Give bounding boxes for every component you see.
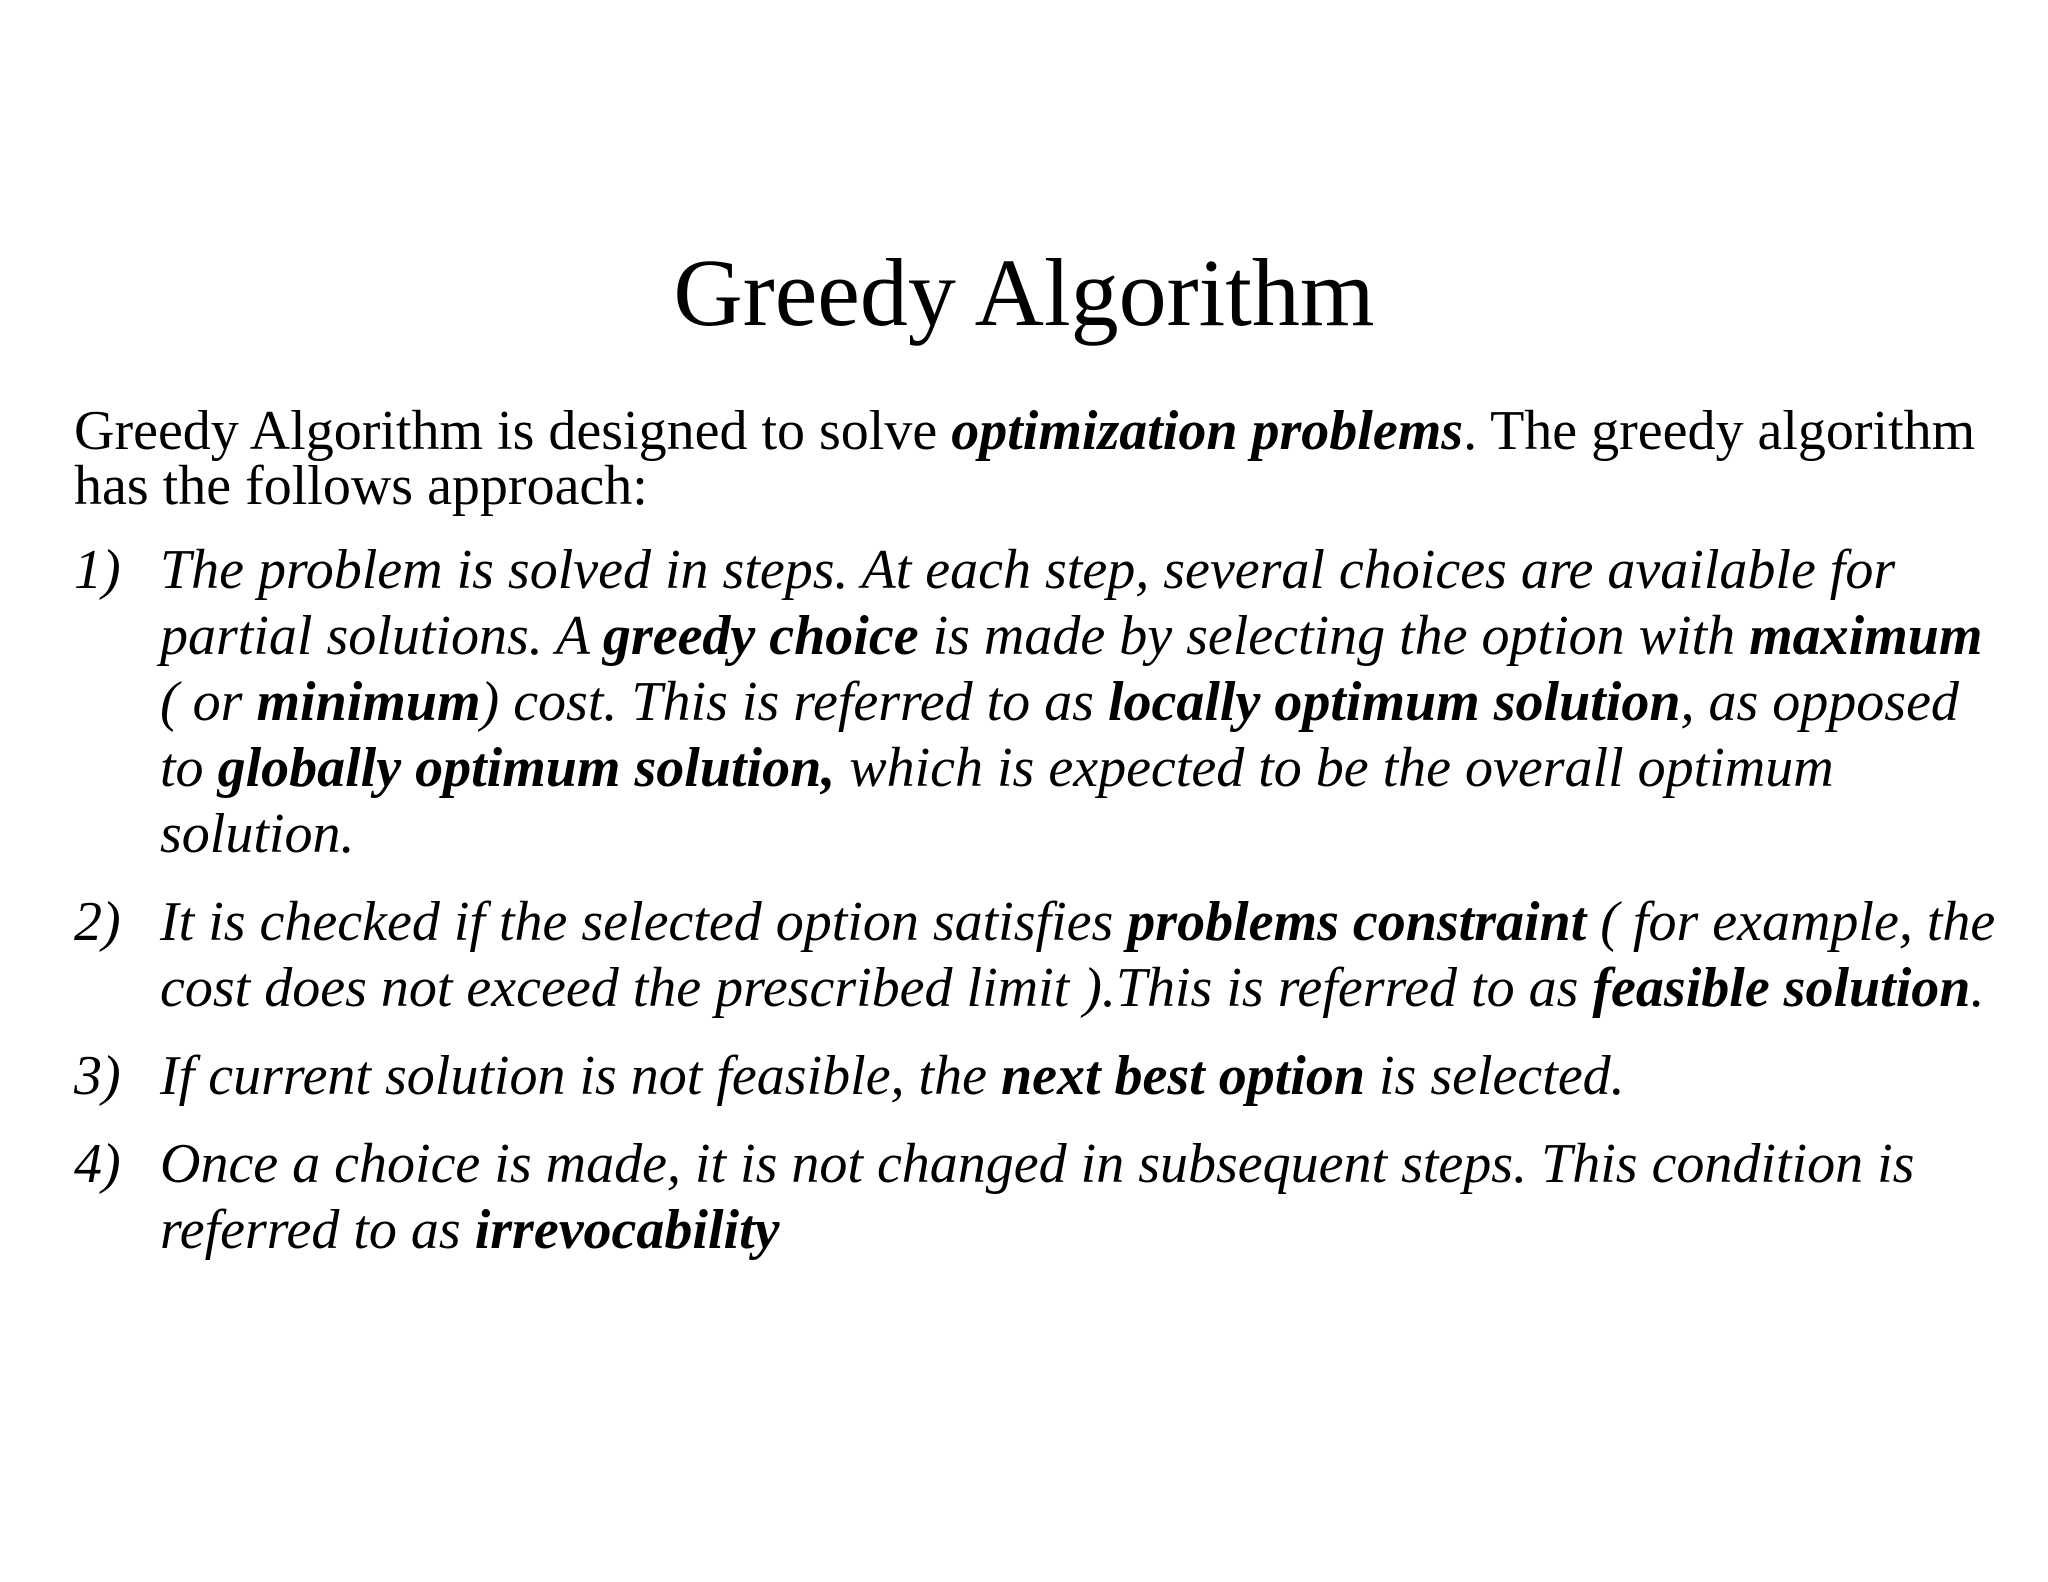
- step-number: 3): [74, 1045, 121, 1107]
- step-number: 4): [74, 1133, 121, 1195]
- step-text: ( for example, the cost does not exceed the prescribed limit ).This is referred to as: [160, 891, 1996, 1019]
- step-item: [74, 1043, 2004, 1109]
- intro-paragraph: [74, 400, 2004, 517]
- step-text: is made by selecting the option with: [918, 605, 1750, 667]
- step-text: ( or: [160, 671, 257, 733]
- step-text: It is checked if the selected option satisfies: [160, 891, 1128, 953]
- step-text: , as opposed to: [160, 671, 1959, 799]
- step-text: which is expected to be the overall optimum solution.: [160, 737, 1834, 865]
- step-text: .: [1970, 957, 1985, 1019]
- intro-emphasis: optimization problems: [951, 400, 1464, 462]
- steps-list: [74, 537, 2004, 1263]
- step-emphasis: minimum: [256, 671, 481, 733]
- step-number: 2): [74, 891, 121, 953]
- step-text: If current solution is not feasible, the: [160, 1045, 1001, 1107]
- step-emphasis: maximum: [1749, 605, 1983, 667]
- step-emphasis: feasible solution: [1592, 957, 1971, 1019]
- step-item: [74, 537, 2004, 867]
- step-item: [74, 1131, 2004, 1263]
- step-text: Once a choice is made, it is not changed in subsequent steps. This condition is referred to as: [160, 1133, 1915, 1261]
- step-emphasis: problems constraint: [1127, 891, 1587, 953]
- step-text: ) cost. This is referred to as: [480, 671, 1108, 733]
- step-emphasis: irrevocability: [474, 1199, 780, 1261]
- step-text: The problem is solved in steps. At each step, several choices are available for partial solutions. A: [160, 539, 1896, 667]
- step-text: is selected.: [1365, 1045, 1625, 1107]
- intro-text: . The greedy algorithm has the follows approach:: [74, 400, 1976, 517]
- step-emphasis: locally optimum solution: [1107, 671, 1681, 733]
- step-number: 1): [74, 539, 121, 601]
- intro-text: Greedy Algorithm is designed to solve: [74, 400, 952, 462]
- step-emphasis: globally optimum solution,: [217, 737, 836, 799]
- slide-title: Greedy Algorithm: [673, 239, 1375, 346]
- step-emphasis: greedy choice: [602, 605, 919, 667]
- step-emphasis: next best option: [1000, 1045, 1365, 1107]
- step-item: [74, 889, 2004, 1021]
